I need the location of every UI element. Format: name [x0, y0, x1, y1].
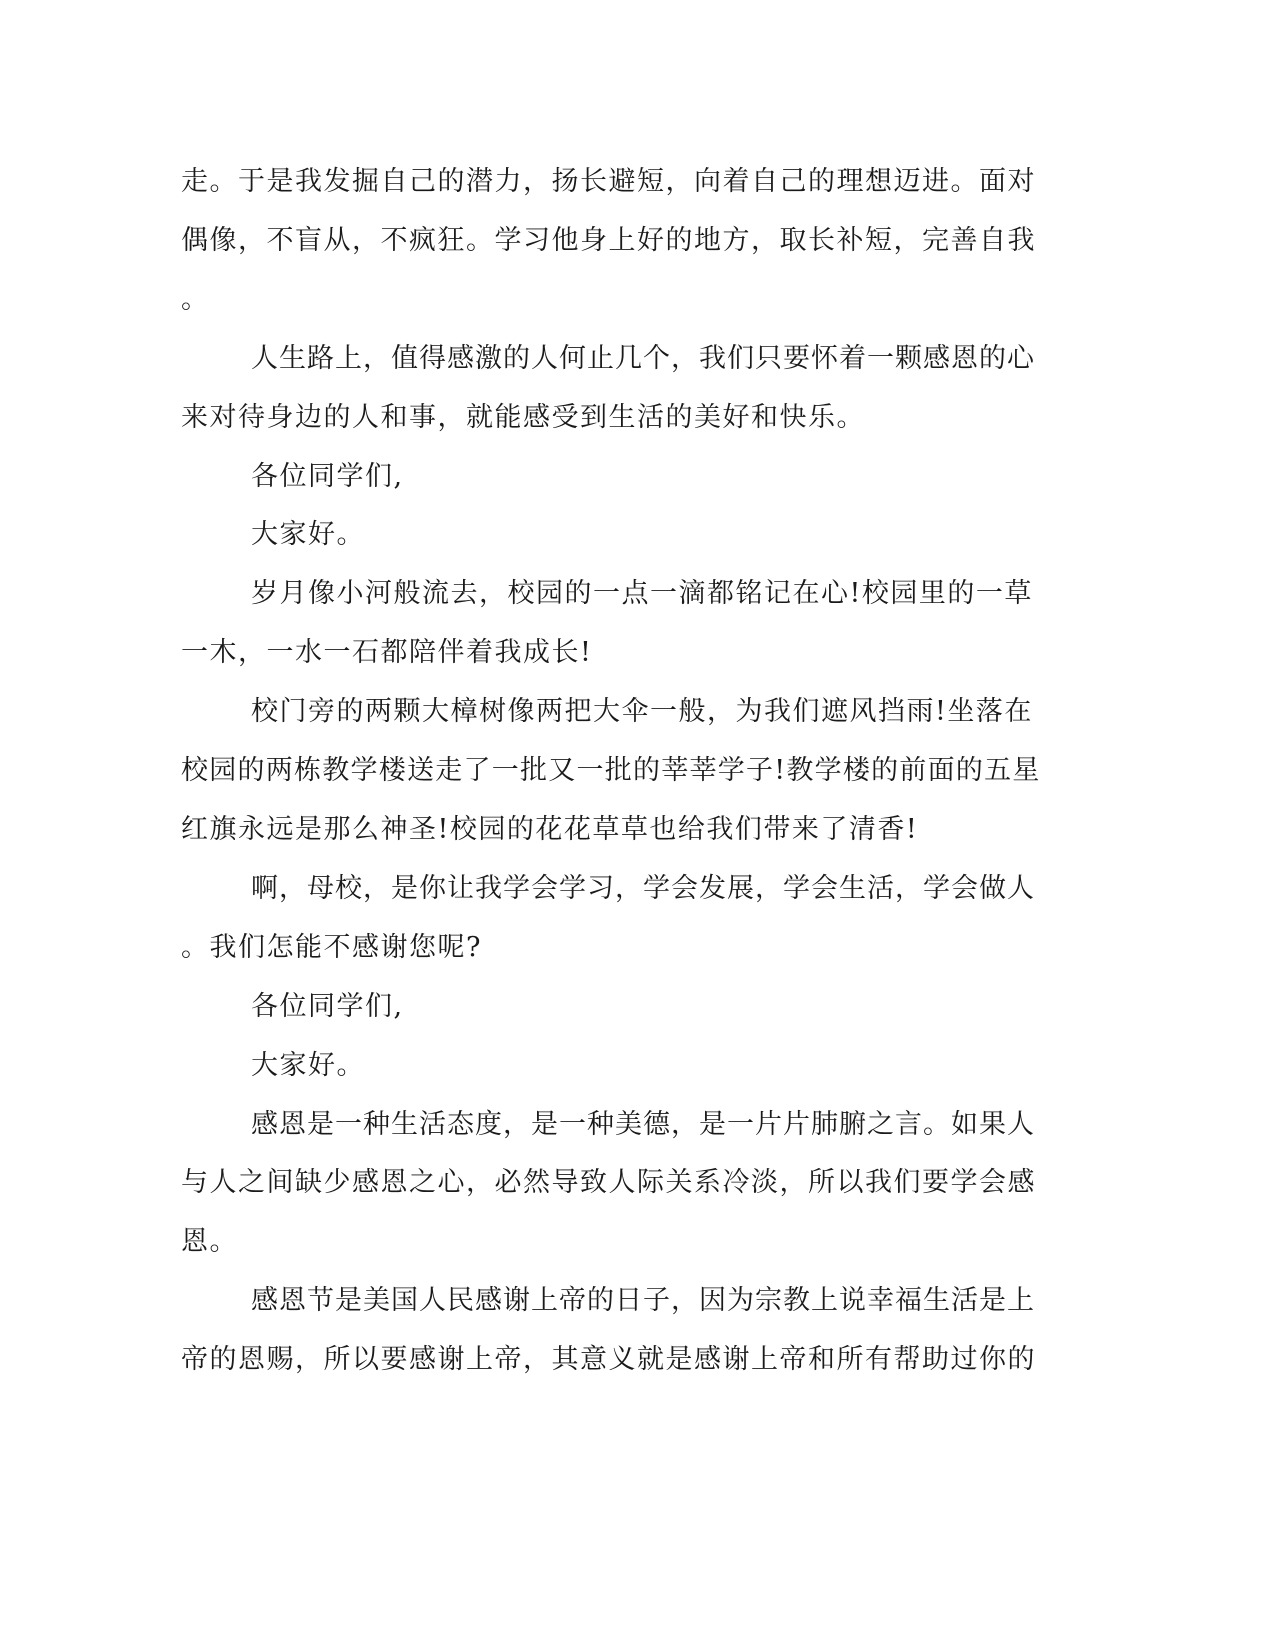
text-line: 偶像，不盲从，不疯狂。学习他身上好的地方，取长补短，完善自我: [181, 224, 1036, 256]
salutation: [181, 448, 1041, 507]
text-line: 帝的恩赐，所以要感谢上帝，其意义就是感谢上帝和所有帮助过你的: [181, 1344, 1036, 1376]
paragraph: [181, 565, 1041, 683]
text-line: 与人之间缺少感恩之心，必然导致人际关系冷淡，所以我们要学会感: [181, 1167, 1036, 1199]
paragraph: [181, 330, 1041, 448]
paragraph: [181, 1272, 1041, 1390]
document-body: [181, 153, 1041, 1390]
text-line: 一木，一水一石都陪伴着我成长!: [181, 637, 593, 669]
text-line: 大家好。: [251, 519, 365, 551]
paragraph: [181, 153, 1041, 330]
text-line: 校门旁的两颗大樟树像两把大伞一般，为我们遮风挡雨!坐落在: [251, 696, 1033, 728]
text-line: 大家好。: [251, 1049, 365, 1081]
paragraph: [181, 1096, 1041, 1273]
text-line: 红旗永远是那么神圣!校园的花花草草也给我们带来了清香!: [181, 813, 919, 845]
text-line: 感恩节是美国人民感谢上帝的日子，因为宗教上说幸福生活是上: [251, 1285, 1035, 1317]
text-line: 各位同学们,: [251, 990, 404, 1022]
text-line: 校园的两栋教学楼送走了一批又一批的莘莘学子!教学楼的前面的五星: [181, 755, 1041, 787]
text-line: 感恩是一种生活态度，是一种美德，是一片片肺腑之言。如果人: [251, 1108, 1035, 1140]
text-line: 。: [181, 283, 210, 315]
text-line: 走。于是我发掘自己的潜力，扬长避短，向着自己的理想迈进。面对: [181, 166, 1036, 197]
text-line: 。我们怎能不感谢您呢?: [181, 931, 482, 963]
text-line: 岁月像小河般流去，校园的一点一滴都铭记在心!校园里的一草: [251, 578, 1033, 610]
greeting: [181, 506, 1041, 565]
salutation: [181, 978, 1041, 1037]
greeting: [181, 1037, 1041, 1096]
paragraph: [181, 683, 1041, 860]
text-line: 人生路上，值得感激的人何止几个，我们只要怀着一颗感恩的心: [251, 342, 1035, 374]
text-line: 来对待身边的人和事，就能感受到生活的美好和快乐。: [181, 401, 865, 433]
text-line: 啊，母校，是你让我学会学习，学会发展，学会生活，学会做人: [251, 872, 1035, 904]
text-line: 各位同学们,: [251, 460, 404, 492]
paragraph: [181, 860, 1041, 978]
text-line: 恩。: [181, 1226, 238, 1258]
